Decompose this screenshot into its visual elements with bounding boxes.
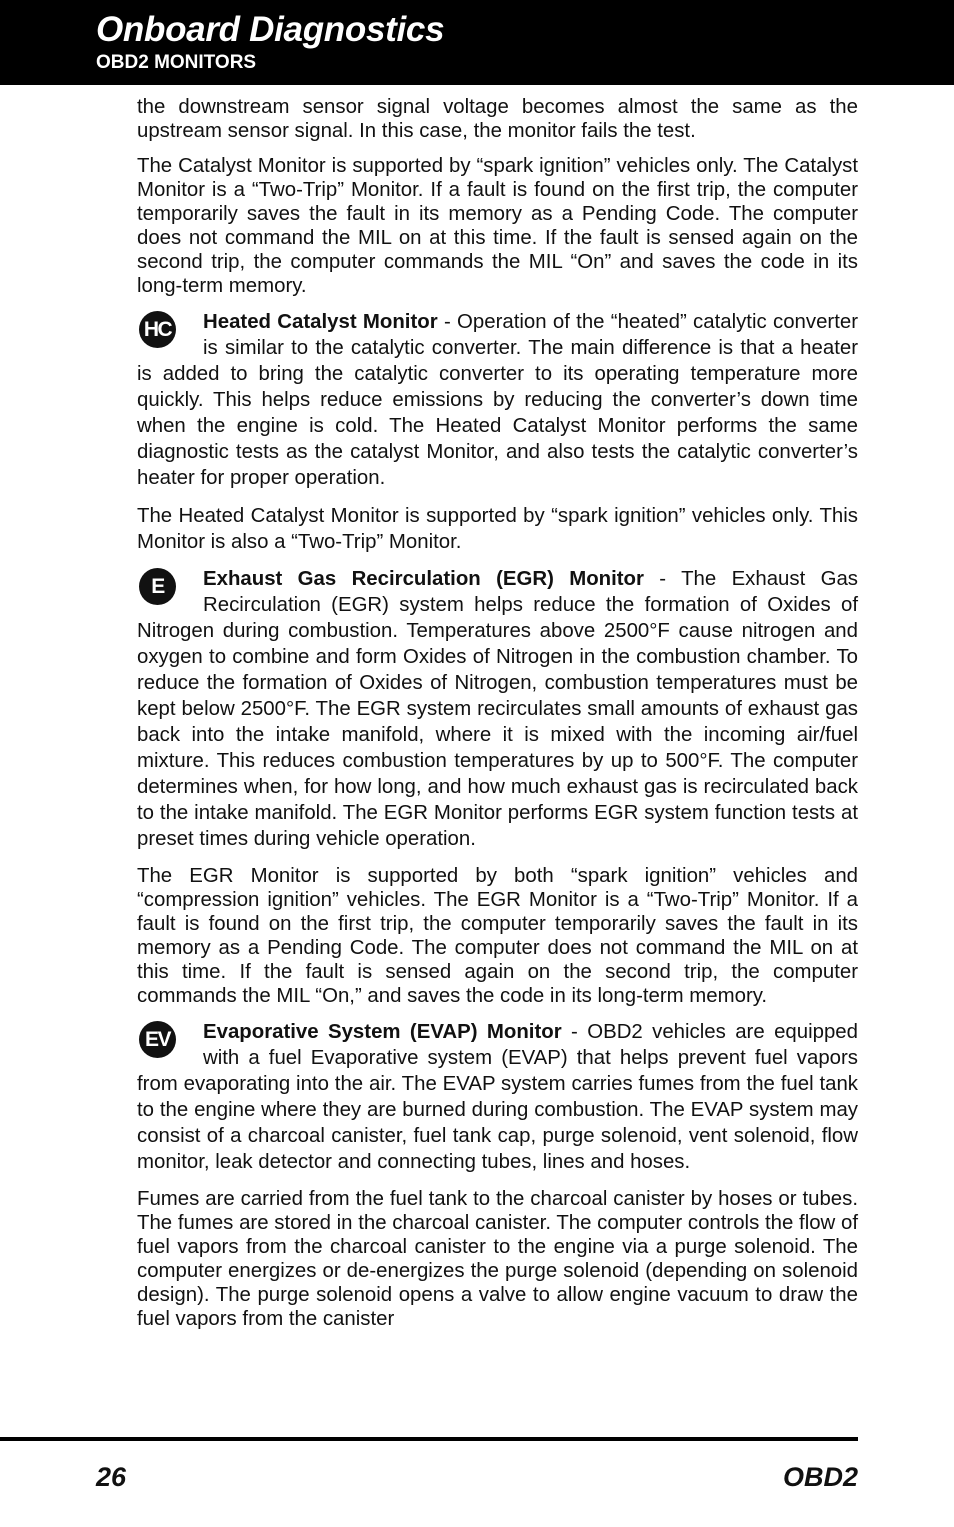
egr-heading: Exhaust Gas Recirculation (EGR) Monitor (203, 568, 644, 590)
page-number: 26 (96, 1462, 127, 1492)
page-header (0, 0, 954, 85)
heated-catalyst-text (137, 309, 858, 491)
evap-icon: EV (139, 1021, 176, 1058)
paragraph-egr-support: The EGR Monitor is supported by both “spark ignition” vehicles and “compression ignition” vehicles. The EGR Monitor is a “Two-Trip” Monitor. If a fault is found on the first trip, the computer temporarily saves the fault in its memory as a Pending Code. The computer does not command the MIL on at this time. If the fault is sensed again on the second trip, the computer commands the MIL “On,” and saves the code in its long-term memory. (137, 865, 858, 1007)
evap-text (137, 1019, 858, 1175)
footer-divider (0, 1437, 858, 1441)
heated-catalyst-heading: Heated Catalyst Monitor (203, 311, 438, 333)
section-egr (137, 566, 858, 852)
paragraph-evap-fumes: Fumes are carried from the fuel tank to the charcoal canister by hoses or tubes. The fumes are stored in the charcoal canister. The computer controls the flow of fuel vapors from the charcoal canister to the engine via a purge solenoid. The computer energizes or de-energizes the purge solenoid (depending on solenoid design). The purge solenoid opens a valve to allow engine vacuum to draw the fuel vapors from the canister (137, 1188, 858, 1330)
egr-icon: E (139, 568, 176, 605)
paragraph-heated-catalyst-support: The Heated Catalyst Monitor is supported by “spark ignition” vehicles only. This Monitor is also a “Two-Trip” Monitor. (137, 505, 858, 553)
heated-catalyst-body: - Operation of the “heated” catalytic converter is similar to the catalytic converter. The main difference is that a heater is added to bring the catalytic converter to its operating temperature more quickly. This helps reduce emissions by reducing the converter’s down time when the engine is cold. The Heated Catalyst Monitor performs the same diagnostic tests as the catalyst Monitor, and also tests the catalytic converter’s heater for proper operation. (137, 311, 858, 489)
egr-body: - The Exhaust Gas Recirculation (EGR) system helps reduce the formation of Oxides of Nitrogen during combustion. Temperatures above 2500°F cause nitrogen and oxygen to combine and form Oxides of Nitrogen in the combustion chamber. To reduce the formation of Oxides of Nitrogen, combustion temperatures must be kept below 2500°F. The EGR system recirculates small amounts of exhaust gas back into the intake manifold, where it is mixed with the incoming air/fuel mixture. This reduces combustion temperatures by up to 500°F. The computer determines when, for how long, and how much exhaust gas is recirculated back to the intake manifold. The EGR Monitor performs EGR system function tests at preset times during vehicle operation. (137, 568, 858, 850)
evap-heading: Evaporative System (EVAP) Monitor (203, 1021, 562, 1043)
paragraph-downstream: the downstream sensor signal voltage becomes almost the same as the upstream sensor signal. In this case, the monitor fails the test. (137, 96, 858, 142)
header-title: Onboard Diagnostics (96, 10, 445, 49)
egr-text (137, 566, 858, 852)
evap-body: - OBD2 vehicles are equipped with a fuel Evaporative system (EVAP) that helps prevent fuel vapors from evaporating into the air. The EVAP system carries fumes from the fuel tank to the engine where they are burned during combustion. The EVAP system may consist of a charcoal canister, fuel tank cap, purge solenoid, vent solenoid, flow monitor, leak detector and connecting tubes, lines and hoses. (137, 1021, 858, 1173)
section-heated-catalyst (137, 309, 858, 491)
paragraph-catalyst-support: The Catalyst Monitor is supported by “spark ignition” vehicles only. The Catalyst Monitor is a “Two-Trip” Monitor. If a fault is found on the first trip, the computer temporarily saves the fault in its memory as a Pending Code. The computer does not command the MIL on at this time. If the fault is sensed again on the second trip, the computer commands the MIL “On” and saves the code in its long-term memory. (137, 155, 858, 297)
section-evap (137, 1019, 858, 1175)
footer-label: OBD2 (782, 1462, 858, 1492)
hc-icon: HC (139, 311, 176, 348)
main-content (137, 95, 858, 1342)
header-subtitle: OBD2 MONITORS (96, 52, 257, 73)
